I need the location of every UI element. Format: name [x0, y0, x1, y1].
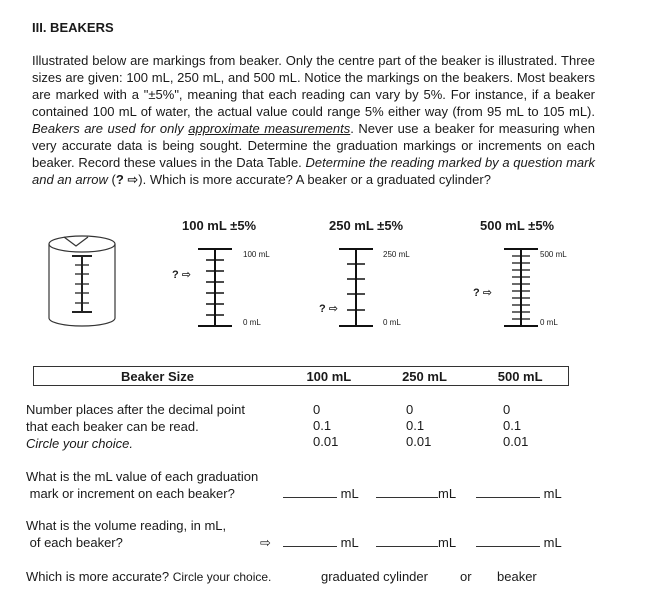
graduation-answer-100[interactable]: mL — [283, 485, 359, 502]
choice-or-text: or — [460, 569, 472, 584]
approximate-measurements-emphasis: approximate measurements — [188, 121, 351, 136]
beaker-250-question-marker: ? ⇨ — [319, 303, 338, 315]
header-500ml: 500 mL — [497, 368, 543, 384]
beaker-100-bottom-label: 0 mL — [243, 318, 261, 327]
beaker-250-top-label: 250 mL — [383, 250, 410, 259]
choice-graduated-cylinder[interactable]: graduated cylinder — [321, 569, 428, 584]
beaker-100-top-label: 100 mL — [243, 250, 270, 259]
choice-beaker[interactable]: beaker — [497, 569, 537, 584]
beaker-icon — [44, 232, 120, 332]
header-100ml: 100 mL — [306, 368, 352, 384]
graduation-answer-500[interactable]: mL — [476, 485, 562, 502]
beaker-500-scale — [500, 246, 542, 330]
accuracy-question: Which is more accurate? Circle your choice. — [26, 569, 272, 584]
decimal-question: Number places after the decimal point that each beaker can be read. Circle your choice. — [26, 402, 245, 451]
beaker-250-scale — [335, 246, 377, 330]
beaker-250-heading: 250 mL ±5% — [329, 218, 404, 233]
section-title: III. BEAKERS — [32, 20, 114, 35]
intro-paragraph: Illustrated below are markings from beaker. Only the centre part of the beaker is illustrated. Three sizes are given: 100 mL, 250 mL, and 500 mL. Notice the markings on the beakers. Most beakers are marked with a "±5%", meaning that each reading can vary by 5%. For instance, if a beaker contained 100 mL of water, the actual value could range 5% either way (from 95 mL to 105 mL). Beakers are used for only approximate measurements. Never use a beaker for measuring when very accurate data is being sought. Determine the graduation markings or increments on each beaker. Record these values in the Data Table. Determine the reading marked by a question mark and an arrow (? ⇨). Which is more accurate? A beaker or a graduated cylinder? — [32, 53, 595, 187]
beaker-500-question-marker: ? ⇨ — [473, 287, 492, 299]
header-250ml: 250 mL — [402, 368, 447, 384]
beaker-250-bottom-label: 0 mL — [383, 318, 401, 327]
volume-answer-100[interactable]: mL — [283, 534, 359, 551]
header-beaker-size: Beaker Size — [121, 368, 195, 384]
decimal-options-250[interactable]: 0 0.1 0.01 — [406, 402, 432, 449]
volume-answer-250[interactable]: mL — [376, 534, 456, 551]
data-table-header — [33, 366, 569, 386]
volume-answer-500[interactable]: mL — [476, 534, 562, 551]
graduation-question: What is the mL value of each graduation mark or increment on each beaker? — [26, 469, 259, 501]
beaker-100-scale — [194, 246, 236, 330]
beaker-500-heading: 500 mL ±5% — [480, 218, 555, 233]
beaker-500-bottom-label: 0 mL — [540, 318, 558, 327]
volume-arrow-icon: ⇨ — [260, 535, 271, 550]
decimal-options-500[interactable]: 0 0.1 0.01 — [503, 402, 529, 449]
beaker-100-question-marker: ? ⇨ — [172, 269, 191, 281]
graduation-answer-250[interactable]: mL — [376, 485, 456, 502]
question-arrow-symbol: ? ⇨ — [115, 172, 139, 187]
volume-question: What is the volume reading, in mL, of each beaker? — [26, 518, 227, 550]
beaker-500-top-label: 500 mL — [540, 250, 567, 259]
decimal-options-100[interactable]: 0 0.1 0.01 — [313, 402, 339, 449]
beaker-100-heading: 100 mL ±5% — [182, 218, 257, 233]
